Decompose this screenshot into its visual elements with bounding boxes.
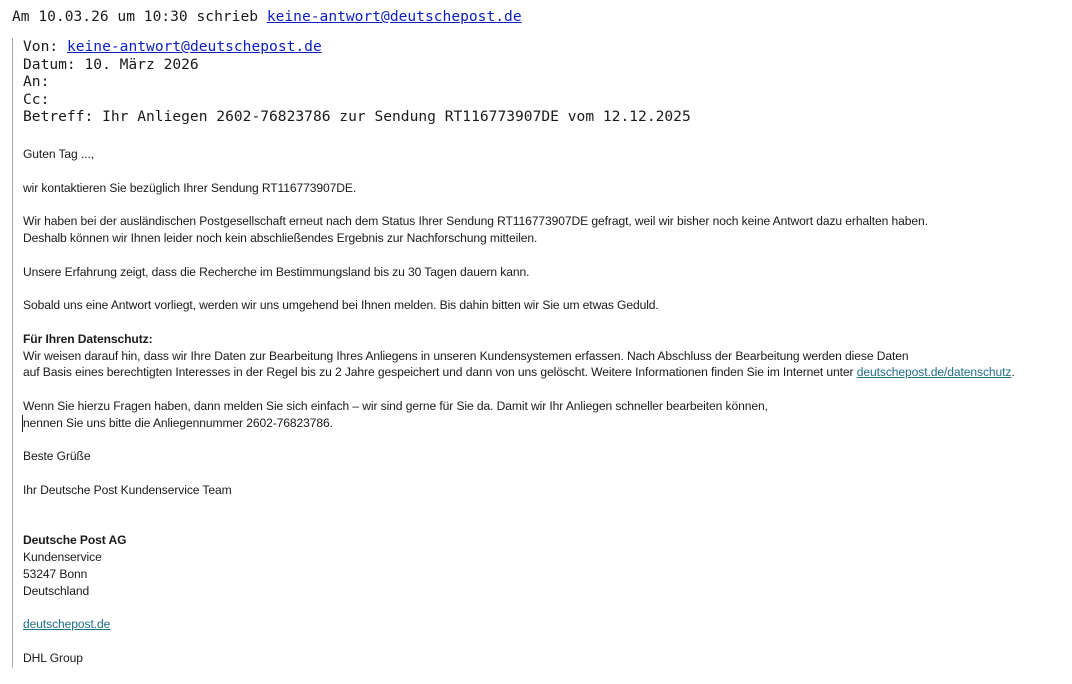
privacy-line-2-end: . xyxy=(1011,365,1015,380)
quote-intro-line xyxy=(12,7,522,27)
paragraph-status xyxy=(23,213,1072,247)
team-name: Ihr Deutsche Post Kundenservice Team xyxy=(23,482,232,497)
cc-row: Cc: xyxy=(23,90,50,108)
from-email-link[interactable]: keine-antwort@deutschepost.de xyxy=(66,38,322,55)
questions-line-1: Wenn Sie hierzu Fragen haben, dann melden Sie sich einfach – wir sind gerne für Sie da. Damit wir Ihr Anliegen schneller bearbeiten können, xyxy=(23,398,768,413)
message-body xyxy=(23,146,1072,684)
signature-group: DHL Group xyxy=(23,650,83,665)
privacy-line-2 xyxy=(23,364,1072,381)
paragraph-patience: Sobald uns eine Antwort vorliegt, werden wir uns umgehend bei Ihnen melden. Bis dahin bitten wir Sie um etwas Geduld. xyxy=(23,298,659,313)
privacy-heading: Für Ihren Datenschutz: xyxy=(23,331,153,346)
signature-company: Deutsche Post AG xyxy=(23,533,127,548)
spacer xyxy=(23,516,1072,533)
from-label: Von: xyxy=(23,38,59,55)
closing: Beste Grüße xyxy=(23,449,91,464)
message-header xyxy=(23,38,691,126)
paragraph-questions xyxy=(23,398,1072,432)
signature-city: 53247 Bonn xyxy=(23,566,88,581)
greeting: Guten Tag ..., xyxy=(23,147,94,161)
quote-intro-prefix: Am 10.03.26 um 10:30 schrieb xyxy=(12,8,259,25)
to-row: An: xyxy=(23,73,50,91)
signature-department: Kundenservice xyxy=(23,550,102,565)
date-row: Datum: 10. März 2026 xyxy=(23,55,199,73)
status-line-2: Deshalb können wir Ihnen leider noch kein abschließendes Ergebnis zur Nachforschung mitteilen. xyxy=(23,230,538,245)
paragraph-duration: Unsere Erfahrung zeigt, dass die Recherche im Bestimmungsland bis zu 30 Tagen dauern kann. xyxy=(23,264,530,279)
subject-row: Betreff: Ihr Anliegen 2602-76823786 zur Sendung RT116773907DE vom 12.12.2025 xyxy=(23,108,691,126)
privacy-line-2-text: auf Basis eines berechtigten Interesses in der Regel bis zu 2 Jahre gespeichert und dann von uns gelöscht. Weitere Informationen finden Sie im Internet unter xyxy=(23,365,854,380)
from-row xyxy=(23,38,691,56)
quoted-message xyxy=(12,38,1068,668)
privacy-line-1: Wir weisen darauf hin, dass wir Ihre Daten zur Bearbeitung Ihres Anliegens in unseren Kundensystemen erfassen. Nach Abschluss der Bearbeitung werden diese Daten xyxy=(23,348,909,363)
status-line-1: Wir haben bei der ausländischen Postgesellschaft erneut nach dem Status Ihrer Sendung RT116773907DE gefragt, weil wir bisher noch keine Antwort dazu erhalten haben. xyxy=(23,214,928,229)
paragraph-privacy xyxy=(23,331,1072,381)
questions-line-2: nennen Sie uns bitte die Anliegennummer 2602-76823786. xyxy=(22,415,1072,432)
privacy-link[interactable]: deutschepost.de/datenschutz xyxy=(856,365,1012,380)
intro-sender-email-link[interactable]: keine-antwort@deutschepost.de xyxy=(266,8,522,25)
signature-country: Deutschland xyxy=(23,583,90,598)
signature-website-row xyxy=(23,616,1072,633)
signature-website-link[interactable]: deutschepost.de xyxy=(23,617,111,632)
signature-address xyxy=(23,532,1072,599)
paragraph-contact: wir kontaktieren Sie bezüglich Ihrer Sendung RT116773907DE. xyxy=(23,180,357,195)
